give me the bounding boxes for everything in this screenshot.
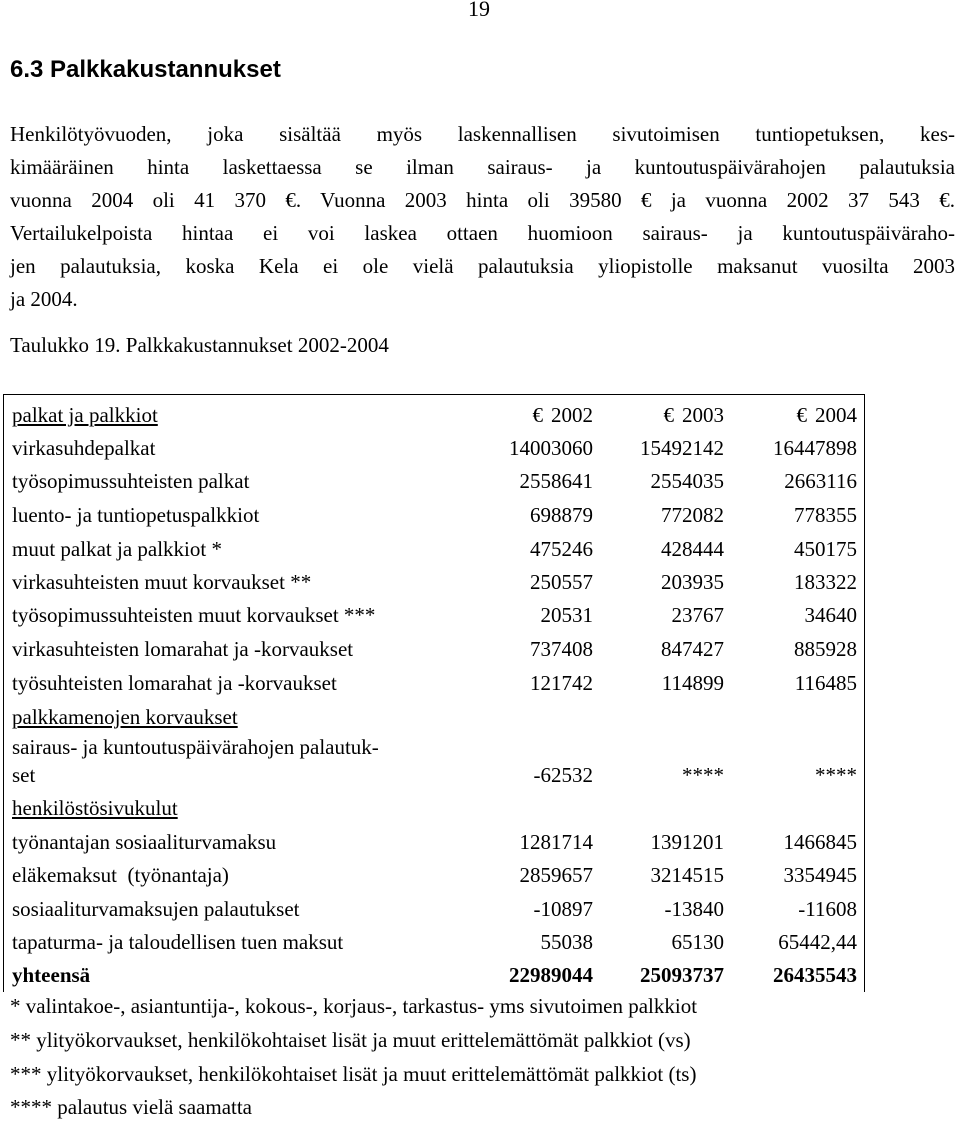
- cell-2003: 23767: [671, 603, 724, 627]
- cell-2002: 1281714: [519, 830, 593, 854]
- cell-2004: ****: [815, 763, 857, 787]
- cell-2002: 698879: [530, 503, 593, 527]
- cell-2002: 121742: [530, 671, 593, 695]
- cell-2004: 65442,44: [778, 930, 857, 954]
- table-caption: Taulukko 19. Palkkakustannukset 2002-2004: [10, 333, 389, 357]
- section-heading: 6.3 Palkkakustannukset: [10, 56, 281, 83]
- row-label: muut palkat ja palkkiot *: [12, 537, 222, 561]
- section-label: palkkamenojen korvaukset: [12, 705, 238, 729]
- total-label: yhteensä: [12, 963, 91, 987]
- row-label: työsopimussuhteisten palkat: [12, 469, 250, 493]
- header-year-2003: € 2003: [663, 403, 724, 427]
- cost-table: [3, 394, 865, 992]
- cell-2003: 428444: [661, 537, 724, 561]
- cell-2002: 737408: [530, 637, 593, 661]
- cell-2003: 15492142: [640, 436, 724, 460]
- cell-2002: 2859657: [519, 863, 593, 887]
- cell-2004: 885928: [794, 637, 857, 661]
- cell-2002: 14003060: [509, 436, 593, 460]
- row-label: luento- ja tuntiopetuspalkkiot: [12, 503, 260, 527]
- body-paragraph: [10, 118, 955, 316]
- cell-2004: -11608: [798, 897, 857, 921]
- total-2002: 22989044: [509, 963, 593, 987]
- row-label: sosiaaliturvamaksujen palautukset: [12, 897, 300, 921]
- section-label: henkilöstösivukulut: [12, 796, 178, 820]
- total-2004: 26435543: [773, 963, 857, 987]
- footnote: **** palautus vielä saamatta: [10, 1095, 253, 1119]
- cell-2003: 3214515: [650, 863, 724, 887]
- cell-2002: -10897: [533, 897, 593, 921]
- total-2003: 25093737: [640, 963, 724, 987]
- row-label: set: [12, 763, 36, 787]
- paragraph-line: Henkilötyövuoden, joka sisältää myös laskennallisen sivutoimisen tuntiopetuksen, kes-: [10, 122, 955, 146]
- cell-2003: 772082: [661, 503, 724, 527]
- row-label: virkasuhteisten muut korvaukset **: [12, 570, 312, 594]
- row-label: sairaus- ja kuntoutuspäivärahojen palautuk-: [12, 735, 379, 759]
- row-label: virkasuhteisten lomarahat ja -korvaukset: [12, 637, 354, 661]
- cell-2003: 2554035: [650, 469, 724, 493]
- cell-2004: 34640: [804, 603, 857, 627]
- footnote: *** ylityökorvaukset, henkilökohtaiset lisät ja muut erittelemättömät palkkiot (ts): [10, 1062, 697, 1086]
- cell-2002: 250557: [530, 570, 593, 594]
- cell-2004: 116485: [794, 671, 857, 695]
- cell-2003: 114899: [661, 671, 724, 695]
- cell-2004: 3354945: [783, 863, 857, 887]
- row-label: työnantajan sosiaaliturvamaksu: [12, 830, 277, 854]
- paragraph-line: Vertailukelpoista hintaa ei voi laskea ottaen huomioon sairaus- ja kuntoutuspäivärahо-: [10, 221, 955, 245]
- page-number: 19: [468, 0, 490, 21]
- cell-2003: -13840: [664, 897, 724, 921]
- row-label: työsopimussuhteisten muut korvaukset ***: [12, 603, 376, 627]
- row-label: tapaturma- ja taloudellisen tuen maksut: [12, 930, 344, 954]
- paragraph-line: vuonna 2004 oli 41 370 €. Vuonna 2003 hinta oli 39580 € ja vuonna 2002 37 543 €.: [10, 188, 955, 212]
- cell-2003: 1391201: [650, 830, 724, 854]
- paragraph-line: kimääräinen hinta laskettaessa se ilman sairaus- ja kuntoutuspäivärahojen palautuksia: [10, 155, 955, 179]
- footnote: * valintakoe-, asiantuntija-, kokous-, korjaus-, tarkastus- yms sivutoimen palkkiot: [10, 994, 698, 1018]
- footnote: ** ylityökorvaukset, henkilökohtaiset lisät ja muut erittelemättömät palkkiot (vs): [10, 1028, 691, 1052]
- cell-2002: -62532: [533, 763, 593, 787]
- cell-2004: 1466845: [783, 830, 857, 854]
- cell-2003: 65130: [671, 930, 724, 954]
- paragraph-line: ja 2004.: [10, 287, 78, 311]
- cell-2004: 2663116: [784, 469, 857, 493]
- cell-2002: 55038: [540, 930, 593, 954]
- row-label: virkasuhdepalkat: [12, 436, 156, 460]
- cell-2003: 847427: [661, 637, 724, 661]
- cell-2002: 20531: [540, 603, 593, 627]
- header-year-2004: € 2004: [796, 403, 857, 427]
- cell-2003: 203935: [661, 570, 724, 594]
- row-label: työsuhteisten lomarahat ja -korvaukset: [12, 671, 337, 695]
- header-year-2002: € 2002: [532, 403, 593, 427]
- cell-2002: 475246: [530, 537, 593, 561]
- cell-2002: 2558641: [519, 469, 593, 493]
- cell-2004: 450175: [794, 537, 857, 561]
- cell-2004: 16447898: [773, 436, 857, 460]
- cell-2003: ****: [682, 763, 724, 787]
- cell-2004: 183322: [794, 570, 857, 594]
- paragraph-line: jen palautuksia, koska Kela ei ole vielä palautuksia yliopistolle maksanut vuosilta 2003: [10, 254, 955, 278]
- header-label: palkat ja palkkiot: [12, 403, 158, 427]
- cell-2004: 778355: [794, 503, 857, 527]
- row-label: eläkemaksut (työnantaja): [12, 863, 229, 887]
